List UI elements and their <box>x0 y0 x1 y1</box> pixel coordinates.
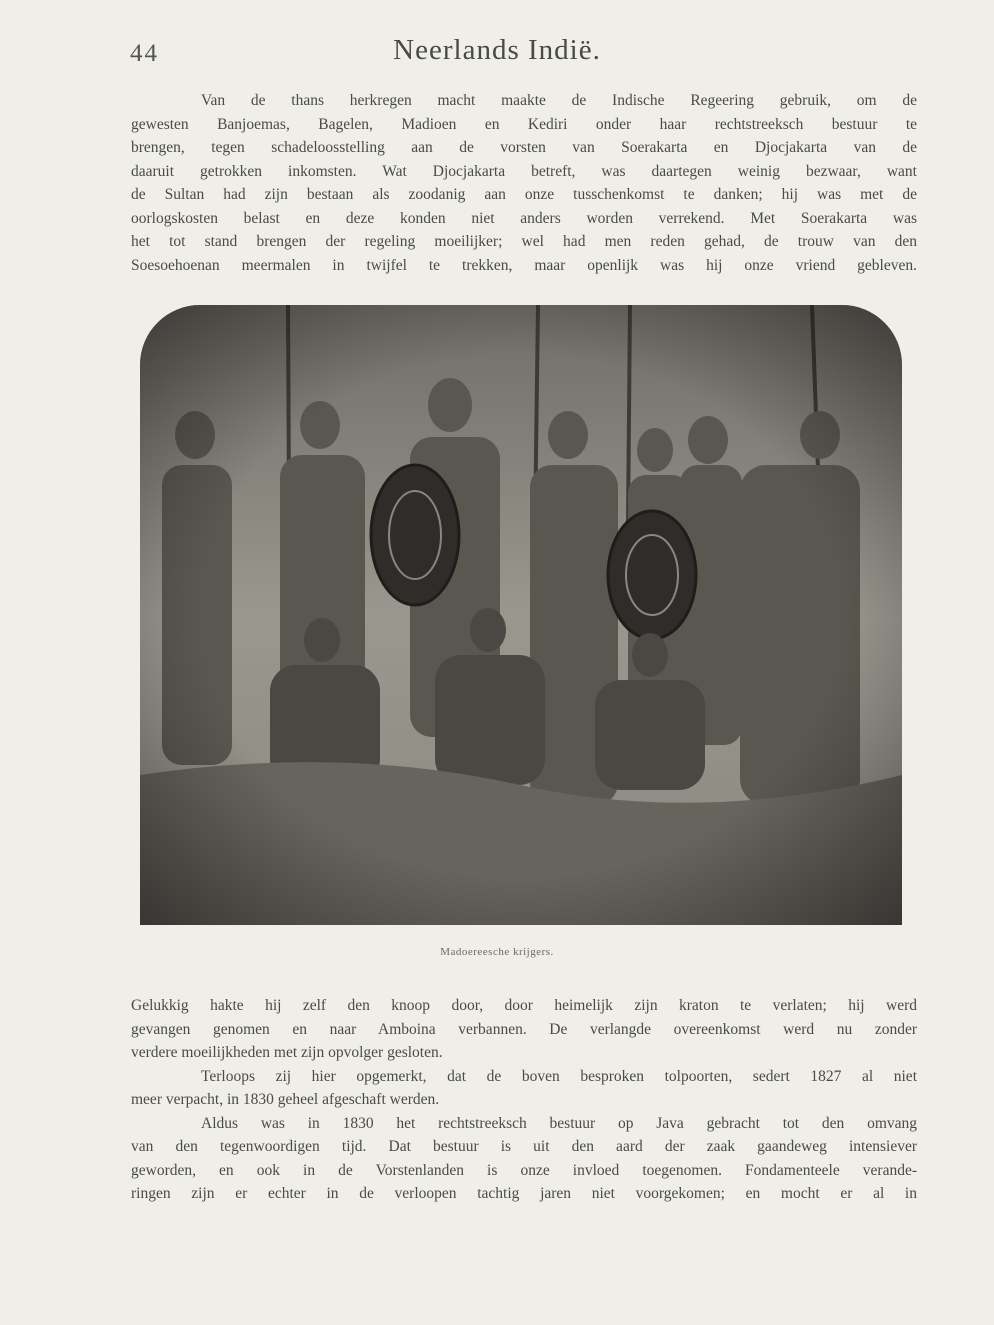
text-line: verdere moeilijkheden met zijn opvolger gesloten. <box>131 1044 443 1061</box>
text-line: brengen, tegen schadeloosstelling aan de vorsten van Soerakarta en Djocjakarta van de <box>131 139 917 156</box>
text-line: Aldus was in 1830 het rechtstreeksch bestuur op Java gebracht tot den omvang <box>201 1114 917 1132</box>
text-line: gevangen genomen en naar Amboina verbannen. De verlangde overeenkomst werd nu zonder <box>131 1020 917 1038</box>
text-line: geworden, en ook in de Vorstenlanden is onze invloed toegenomen. Fondamenteele verande- <box>131 1161 917 1179</box>
text-line: van den tegenwoordigen tijd. Dat bestuur is uit den aard der zaak gaandeweg intensiever <box>131 1138 917 1155</box>
text-line: Van de thans herkregen macht maakte de Indische Regeering gebruik, om de <box>201 92 917 109</box>
photograph-illustration <box>140 305 902 925</box>
text-line: meer verpacht, in 1830 geheel afgeschaft werden. <box>131 1091 440 1108</box>
text-line: Soesoehoenan meermalen in twijfel te trekken, maar openlijk was hij onze vriend gebleven. <box>131 256 917 274</box>
text-line: Gelukkig hakte hij zelf den knoop door, door heimelijk zijn kraton te verlaten; hij werd <box>131 997 917 1014</box>
text-line: ringen zijn er echter in de verloopen tachtig jaren niet voorgekomen; en mocht er al in <box>131 1185 917 1202</box>
paragraph-top <box>131 89 917 277</box>
text-line: gewesten Banjoemas, Bagelen, Madioen en Kediri onder haar rechtstreeksch bestuur te <box>131 115 917 133</box>
paragraph-bottom <box>131 994 917 1206</box>
page-number: 44 <box>130 40 159 67</box>
text-line: het tot stand brengen der regeling moeilijker; wel had men reden gehad, de trouw van den <box>131 233 917 250</box>
running-title: Neerlands Indië. <box>393 34 601 66</box>
text-line: daaruit getrokken inkomsten. Wat Djocjakarta betreft, was daartegen weinig bezwaar, want <box>131 162 917 180</box>
photograph-warriors <box>140 305 902 925</box>
text-line: oorlogskosten belast en deze konden niet anders worden verrekend. Met Soerakarta was <box>131 209 917 227</box>
figure-caption: Madoereesche krijgers. <box>440 946 554 958</box>
text-line: Terloops zij hier opgemerkt, dat de boven besproken tolpoorten, sedert 1827 al niet <box>201 1067 917 1085</box>
text-line: de Sultan had zijn bestaan als zoodanig aan onze tusschenkomst te danken; hij was met de <box>131 186 917 203</box>
